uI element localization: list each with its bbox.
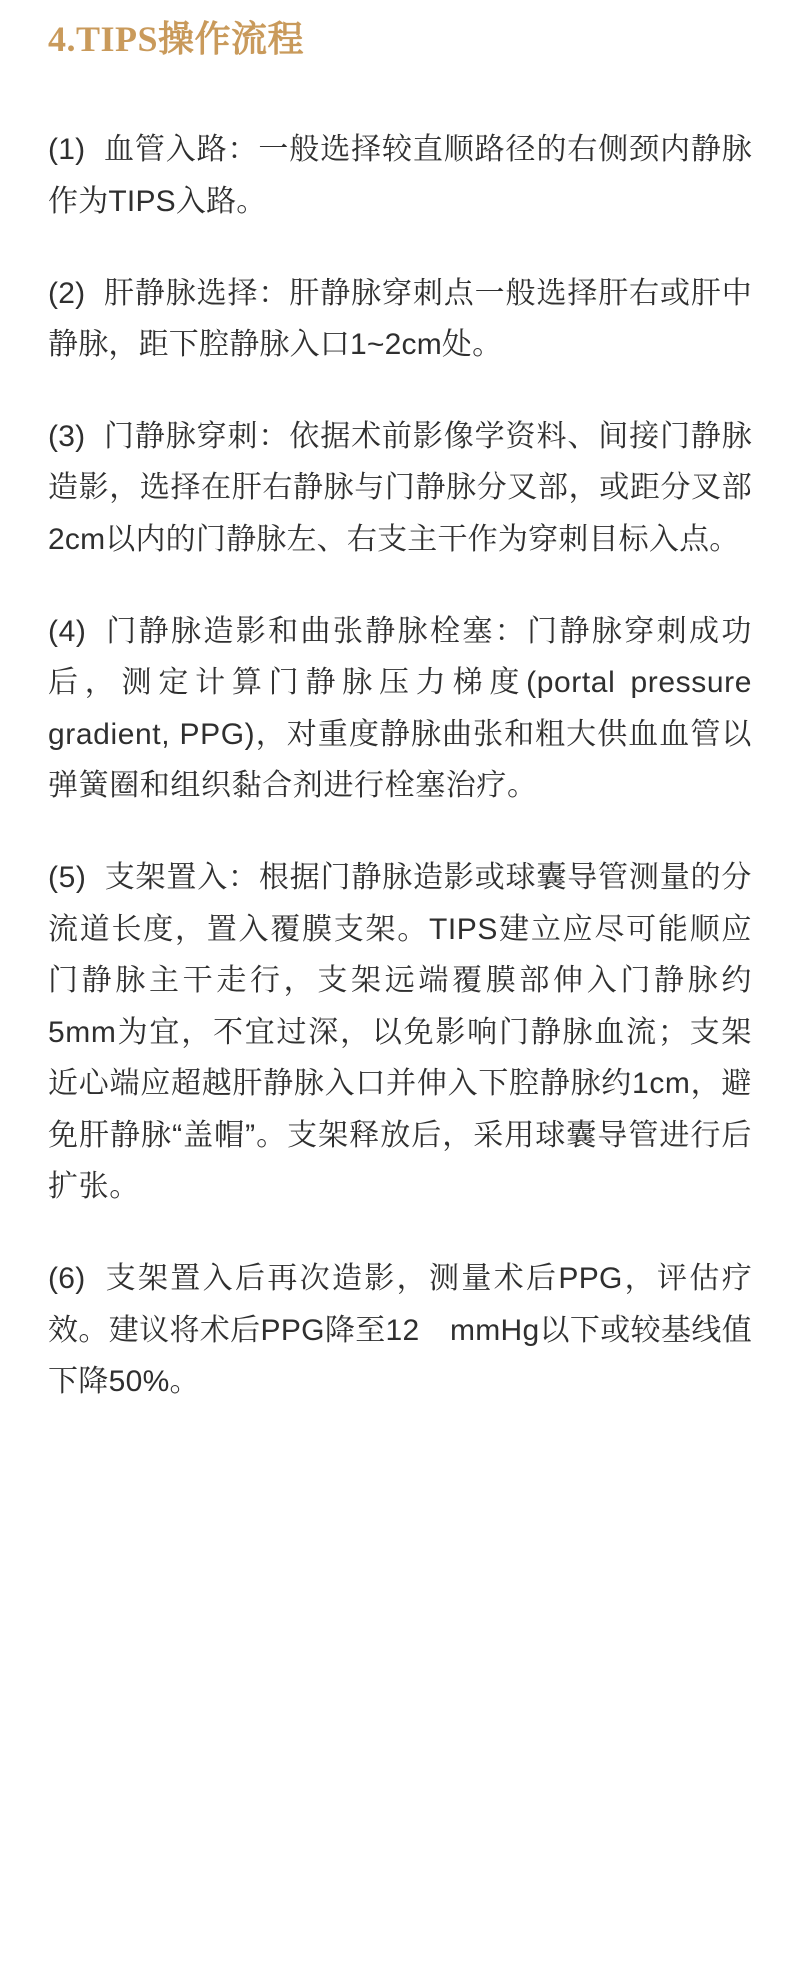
paragraph-4: [48, 606, 752, 812]
paragraph-6-text: 支架置入后再次造影，测量术后PPG，评估疗效。建议将术后PPG降至12 mmHg以下或较基线值下降50%。: [48, 1262, 752, 1399]
paragraph-6-number: (6): [48, 1262, 86, 1296]
paragraph-2-text: 肝静脉选择：肝静脉穿刺点一般选择肝右或肝中静脉，距下腔静脉入口1~2cm处。: [48, 276, 752, 362]
paragraph-3: [48, 411, 752, 566]
paragraph-1-text: 血管入路：一般选择较直顺路径的右侧颈内静脉作为TIPS入路。: [48, 133, 752, 218]
paragraph-2: [48, 268, 752, 371]
paragraph-3-text: 门静脉穿刺：依据术前影像学资料、间接门静脉造影，选择在肝右静脉与门静脉分叉部，或距分叉部2cm以内的门静脉左、右支主干作为穿刺目标入点。: [48, 419, 752, 556]
document-body: [48, 124, 752, 1407]
page-title: 4.TIPS操作流程: [48, 19, 305, 59]
paragraph-4-number: (4): [48, 614, 87, 648]
paragraph-4-text: 门静脉造影和曲张静脉栓塞：门静脉穿刺成功后，测定计算门静脉压力梯度(portal pressure gradient, PPG)，对重度静脉曲张和粗大供血血管以弹簧圈和组织黏合剂进行栓塞治疗。: [48, 614, 752, 803]
paragraph-5-text: 支架置入：根据门静脉造影或球囊导管测量的分流道长度，置入覆膜支架。TIPS建立应尽可能顺应门静脉主干走行，支架远端覆膜部伸入门静脉约5mm为宜，不宜过深，以免影响门静脉血流；支架近心端应超越肝静脉入口并伸入下腔静脉约1cm，避免肝静脉“盖帽”。支架释放后，采用球囊导管进行后扩张。: [48, 860, 752, 1204]
paragraph-1: [48, 124, 752, 227]
paragraph-6: [48, 1253, 752, 1408]
paragraph-5: [48, 852, 752, 1213]
paragraph-2-number: (2): [48, 276, 86, 310]
paragraph-3-number: (3): [48, 419, 86, 453]
paragraph-1-number: (1): [48, 133, 86, 167]
paragraph-5-number: (5): [48, 860, 87, 894]
page-bottom-spacer: [48, 1448, 752, 1488]
